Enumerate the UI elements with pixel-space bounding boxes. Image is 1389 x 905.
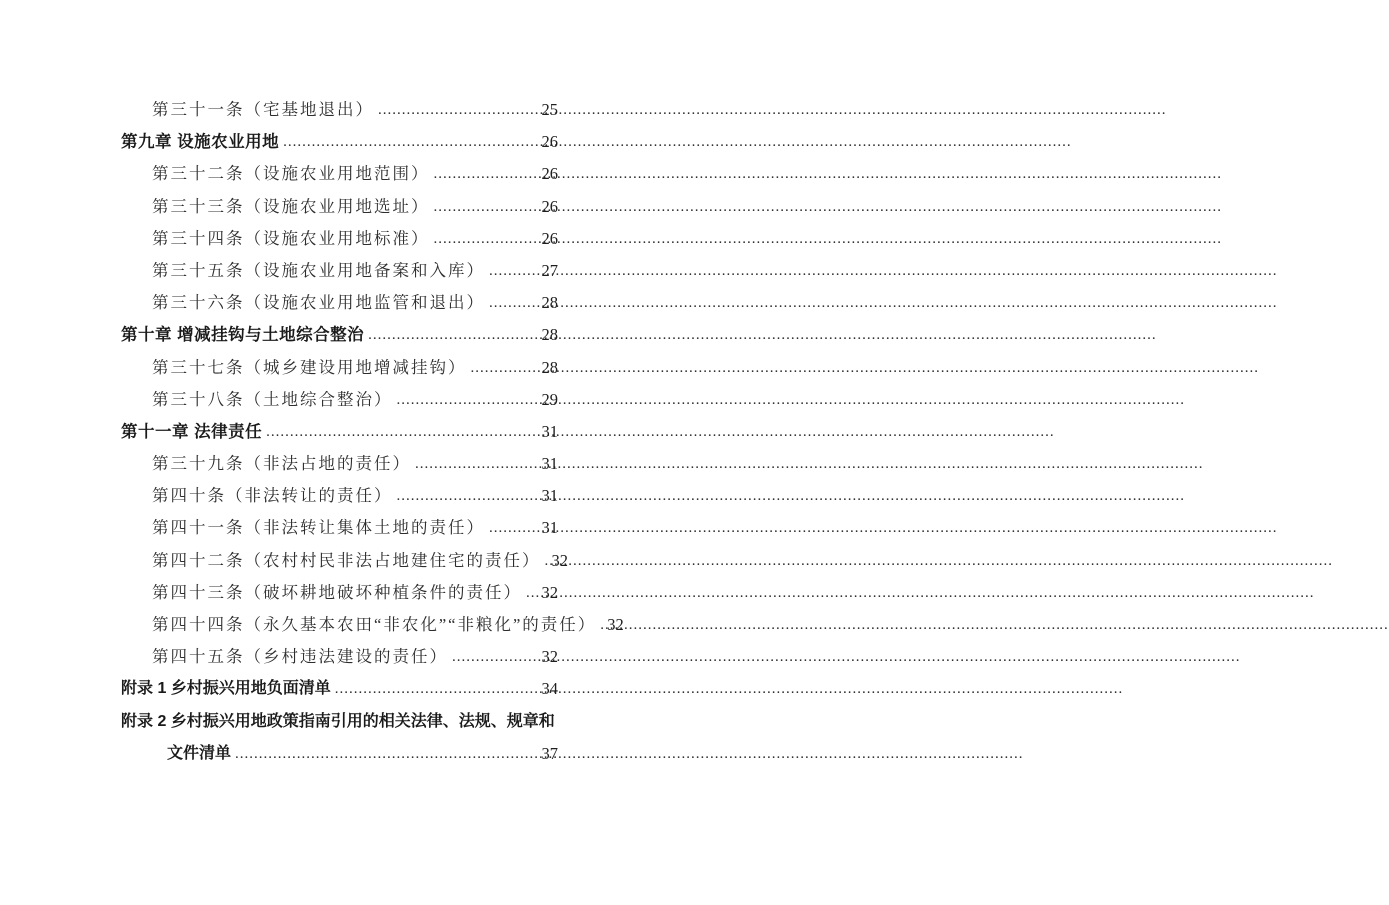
toc-entry-page: 28	[541, 357, 558, 377]
toc-entry-label: 第三十二条（设施农业用地范围）	[152, 164, 430, 184]
toc-entry-page: 26	[541, 228, 558, 248]
toc-entry	[121, 609, 624, 641]
toc-entry-label: 第三十八条（土地综合整治）	[152, 389, 393, 409]
toc-entry-label: 第十章 增减挂钩与土地综合整治	[121, 326, 365, 345]
toc-dot-leader	[434, 223, 539, 255]
toc-entry-label: 第四十一条（非法转让集体土地的责任）	[152, 518, 485, 538]
toc-entry-page: 26	[541, 164, 558, 184]
toc-entry	[121, 384, 558, 416]
toc-dot-leader	[434, 158, 539, 190]
toc-entry-label: 第四十条（非法转让的责任）	[152, 486, 393, 506]
toc-entry-page: 27	[541, 260, 558, 280]
toc	[121, 94, 624, 770]
toc-entry-label: 附录 1 乡村振兴用地负面清单	[121, 680, 331, 698]
toc-dot-leader	[489, 512, 539, 544]
toc-dot-leader	[489, 255, 539, 287]
toc-entry-page: 28	[541, 293, 558, 313]
toc-entry-page: 31	[541, 518, 558, 538]
toc-entry	[121, 448, 558, 480]
toc-entry	[121, 287, 558, 319]
toc-dot-leader	[378, 94, 539, 126]
toc-entry-page: 32	[541, 647, 558, 667]
toc-entry-page: 28	[541, 325, 558, 345]
toc-entry	[121, 641, 558, 673]
toc-dot-leader	[471, 352, 539, 384]
toc-entry-label: 第三十三条（设施农业用地选址）	[152, 196, 430, 216]
toc-entry	[121, 158, 558, 190]
toc-entry	[121, 545, 568, 577]
toc-entry-label: 第三十六条（设施农业用地监管和退出）	[152, 293, 485, 313]
toc-entry	[121, 319, 558, 351]
toc-entry-page: 26	[541, 132, 558, 152]
toc-entry	[121, 416, 558, 448]
toc-entry-page: 31	[541, 454, 558, 474]
toc-entry-page: 32	[541, 582, 558, 602]
toc-entry-label: 第四十四条（永久基本农田“非农化”“非粮化”的责任）	[152, 615, 597, 634]
toc-entry-page: 34	[541, 679, 558, 699]
toc-dot-leader	[283, 126, 538, 158]
toc-entry-page: 37	[541, 743, 558, 763]
toc-entry-page: 32	[607, 615, 624, 634]
document-page	[0, 0, 640, 905]
toc-dot-leader	[415, 448, 539, 480]
toc-entry	[121, 738, 558, 770]
toc-entry	[121, 352, 558, 384]
toc-dot-leader	[545, 545, 549, 577]
toc-dot-leader	[526, 577, 539, 609]
toc-entry	[121, 577, 558, 609]
toc-dot-leader	[235, 738, 538, 770]
toc-entry-label: 第三十五条（设施农业用地备案和入库）	[152, 260, 485, 280]
toc-dot-leader	[335, 673, 539, 705]
toc-entry-label: 第三十九条（非法占地的责任）	[152, 454, 411, 474]
toc-entry	[121, 480, 558, 512]
toc-entry-label: 附录 2 乡村振兴用地政策指南引用的相关法律、法规、规章和	[121, 712, 555, 730]
toc-entry-label: 第四十二条（农村村民非法占地建住宅的责任）	[152, 550, 541, 570]
toc-dot-leader	[266, 416, 538, 448]
toc-entry	[121, 512, 558, 544]
toc-entry	[121, 126, 558, 158]
toc-entry-label: 第十一章 法律责任	[121, 422, 263, 441]
toc-entry	[121, 673, 558, 705]
toc-dot-leader	[452, 641, 539, 673]
toc-entry-page: 31	[541, 486, 558, 506]
toc-entry-label: 第三十四条（设施农业用地标准）	[152, 228, 430, 248]
toc-entry	[121, 191, 558, 223]
toc-entry-label: 第四十五条（乡村违法建设的责任）	[152, 647, 448, 667]
toc-dot-leader	[368, 319, 538, 351]
toc-dot-leader	[489, 287, 539, 319]
toc-entry-page: 29	[541, 389, 558, 409]
toc-dot-leader	[434, 191, 539, 223]
toc-dot-leader	[600, 609, 604, 641]
toc-entry-label: 第四十三条（破坏耕地破坏种植条件的责任）	[152, 582, 522, 602]
toc-entry-page: 32	[551, 550, 568, 570]
toc-dot-leader	[397, 384, 539, 416]
toc-dot-leader	[397, 480, 539, 512]
toc-entry-page: 26	[541, 196, 558, 216]
toc-entry-label: 第三十一条（宅基地退出）	[152, 100, 374, 119]
toc-entry	[121, 255, 558, 287]
toc-entry-label: 第九章 设施农业用地	[121, 133, 280, 152]
toc-entry-page: 31	[541, 421, 558, 441]
toc-entry	[121, 223, 558, 255]
toc-entry-label: 文件清单	[167, 744, 232, 762]
toc-entry	[121, 94, 558, 126]
toc-entry-page: 25	[541, 100, 558, 119]
toc-entry	[121, 706, 558, 738]
toc-entry-label: 第三十七条（城乡建设用地增减挂钩）	[152, 357, 467, 377]
